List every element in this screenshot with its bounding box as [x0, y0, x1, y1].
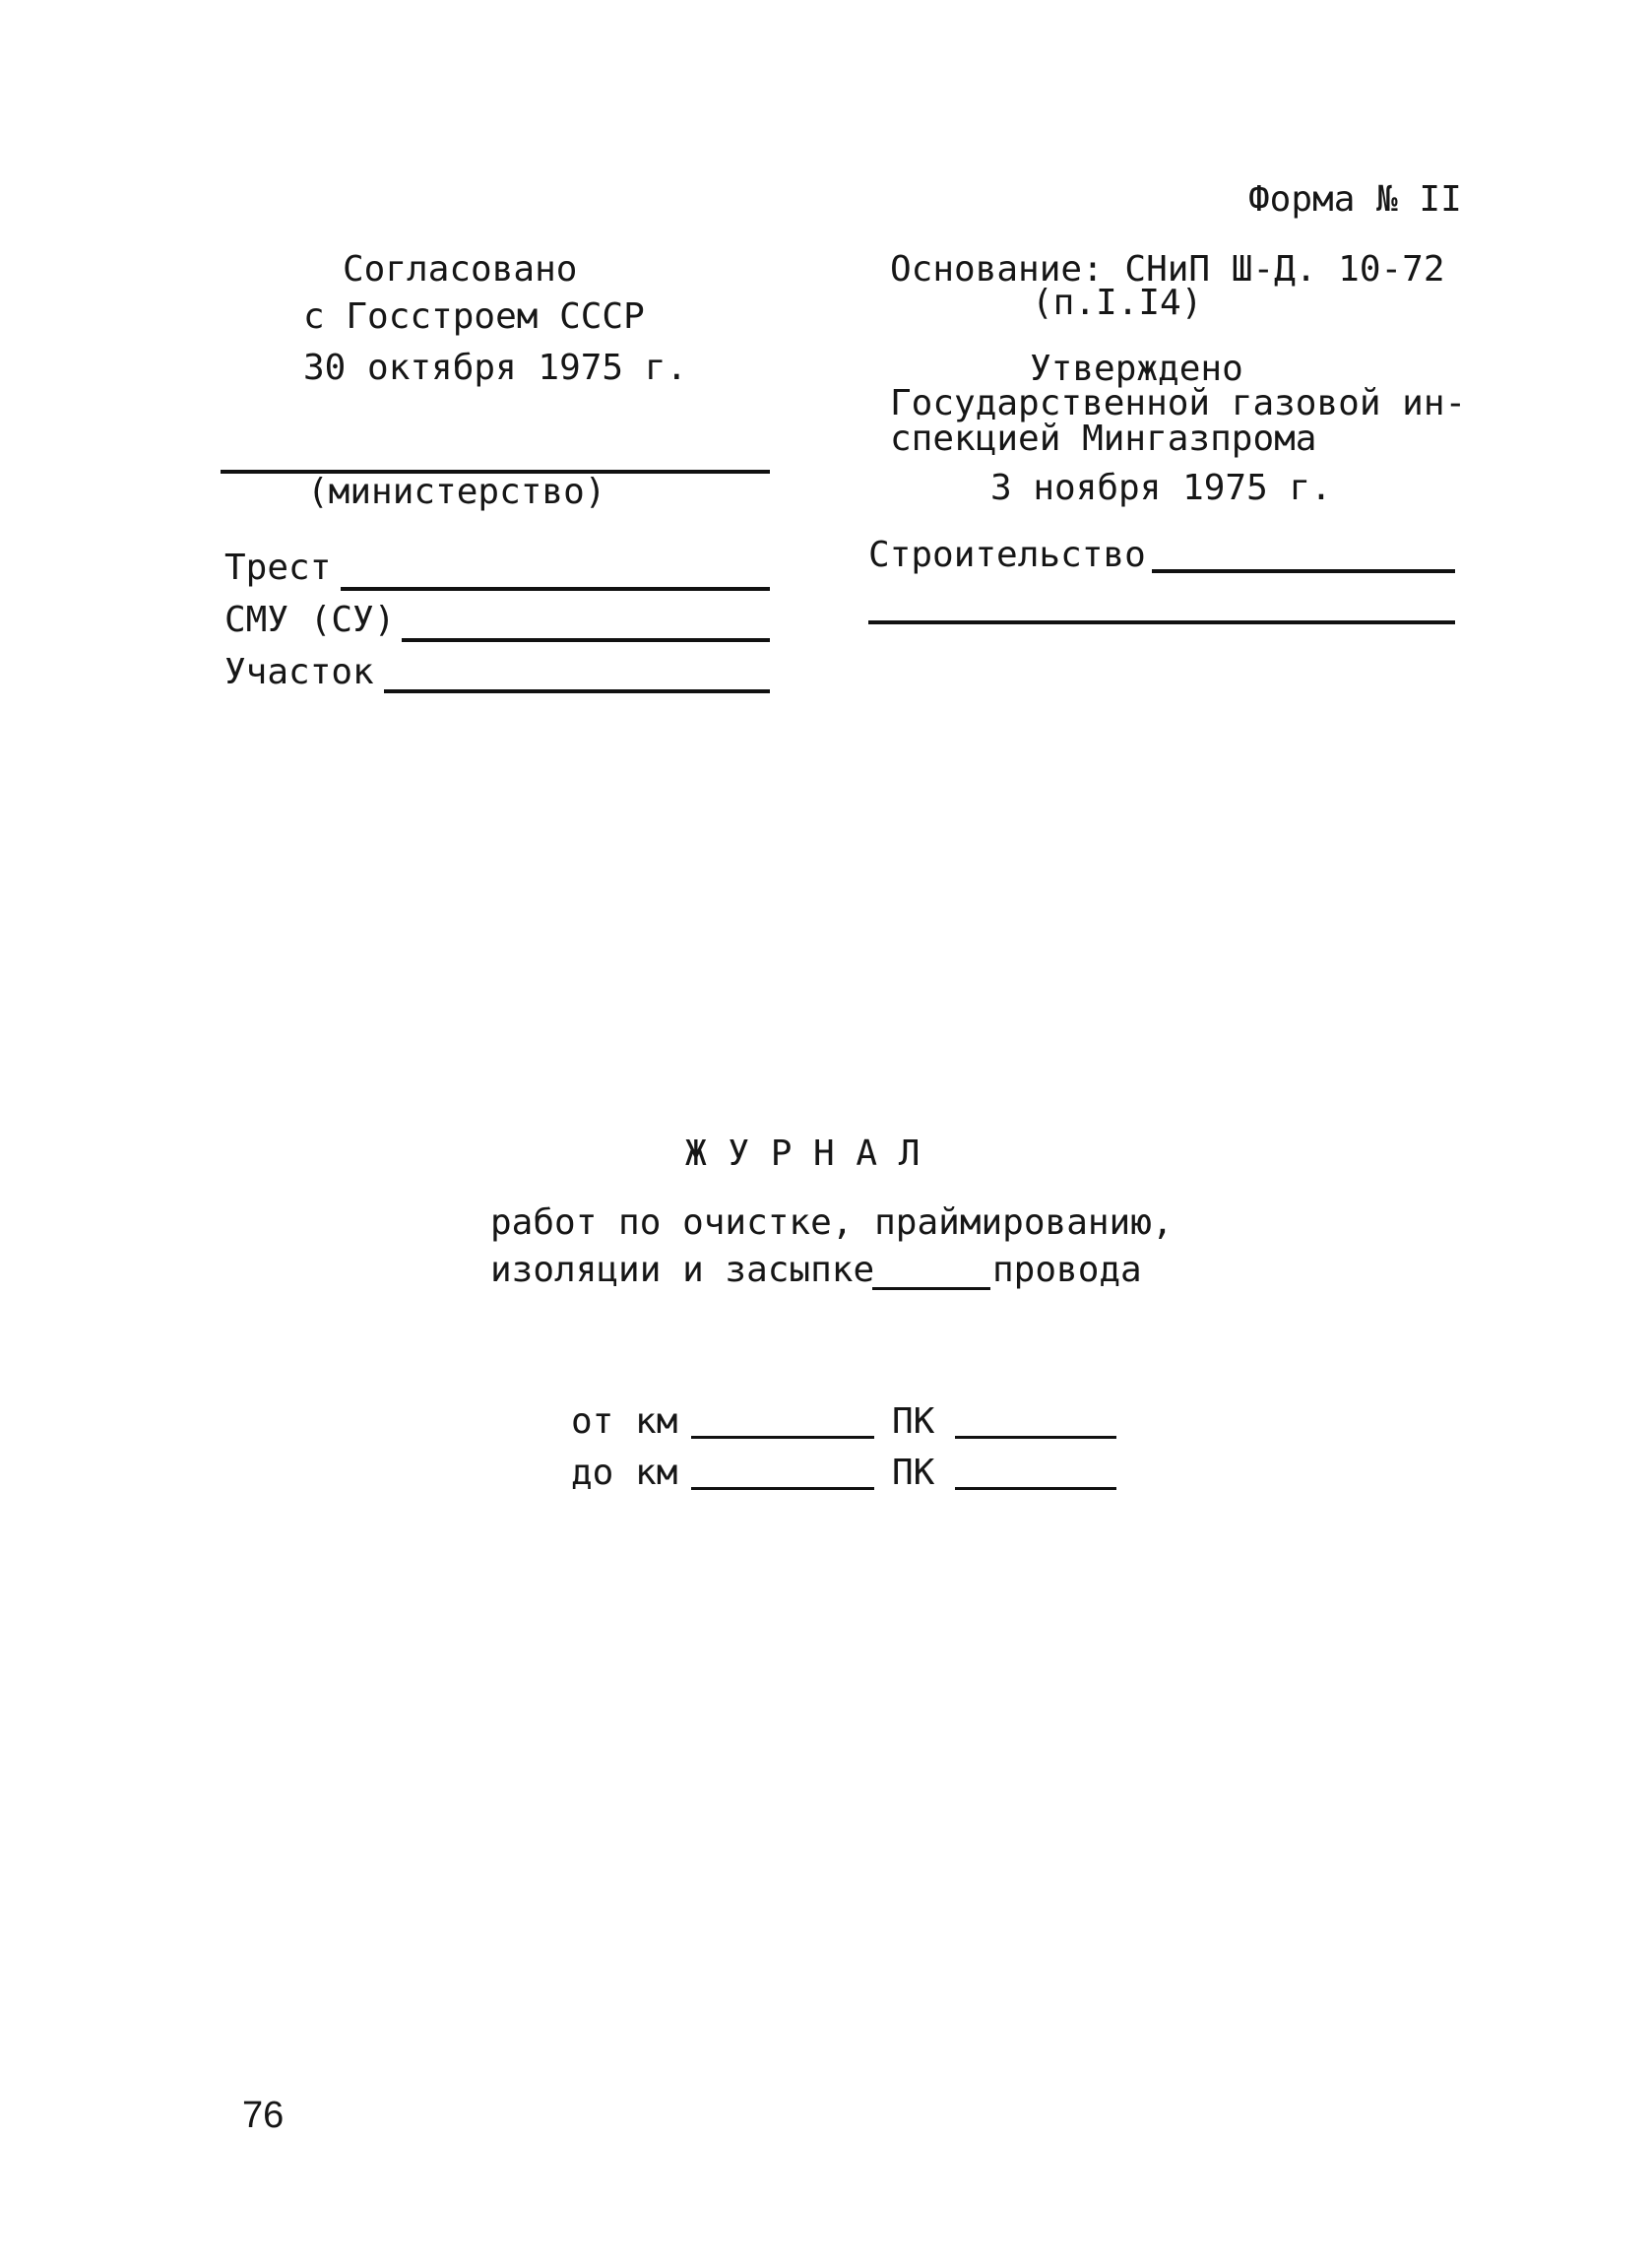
construction-line-2[interactable] — [868, 620, 1455, 624]
smu-line[interactable] — [402, 638, 770, 642]
approved-left-line1: Согласовано — [343, 249, 578, 290]
page-number: 76 — [242, 2095, 285, 2136]
construction-label: Строительство — [868, 535, 1146, 575]
from-km-label: от км — [571, 1401, 678, 1442]
trust-label: Трест — [224, 548, 332, 588]
ministry-caption: (министерство) — [307, 472, 606, 512]
approved-right-line1: Утверждено — [1030, 349, 1243, 389]
form-number: Форма № II — [1248, 179, 1462, 220]
to-pk-label: ПК — [892, 1453, 935, 1493]
journal-subtitle-1: работ по очистке, праймированию, — [490, 1202, 1174, 1243]
approved-left-line3: 30 октября 1975 г. — [303, 348, 688, 388]
approved-right-line3: спекцией Мингазпрома — [890, 419, 1317, 459]
basis-line1: Основание: СНиП Ш-Д. 10-72 — [890, 249, 1445, 290]
journal-subtitle-2a: изоляции и засыпке — [490, 1250, 875, 1290]
construction-line[interactable] — [1152, 569, 1455, 573]
approved-left-line2: с Госстроем СССР — [303, 296, 645, 337]
to-km-line[interactable] — [691, 1487, 874, 1490]
smu-label: СМУ (СУ) — [224, 600, 396, 640]
basis-line2: (п.I.I4) — [1032, 283, 1203, 323]
site-line[interactable] — [384, 689, 770, 693]
approved-right-line2: Государственной газовой ин- — [890, 383, 1467, 423]
from-km-line[interactable] — [691, 1436, 874, 1439]
to-pk-line[interactable] — [955, 1487, 1116, 1490]
trust-line[interactable] — [341, 587, 770, 591]
from-pk-label: ПК — [892, 1401, 935, 1442]
journal-subtitle-2b: провода — [992, 1250, 1142, 1290]
from-pk-line[interactable] — [955, 1436, 1116, 1439]
approved-right-line4: 3 ноября 1975 г. — [990, 468, 1332, 508]
to-km-label: до км — [571, 1453, 678, 1493]
site-label: Участок — [224, 652, 374, 692]
pipeline-type-line[interactable] — [872, 1287, 990, 1290]
journal-title: Ж У Р Н А Л — [685, 1134, 921, 1174]
